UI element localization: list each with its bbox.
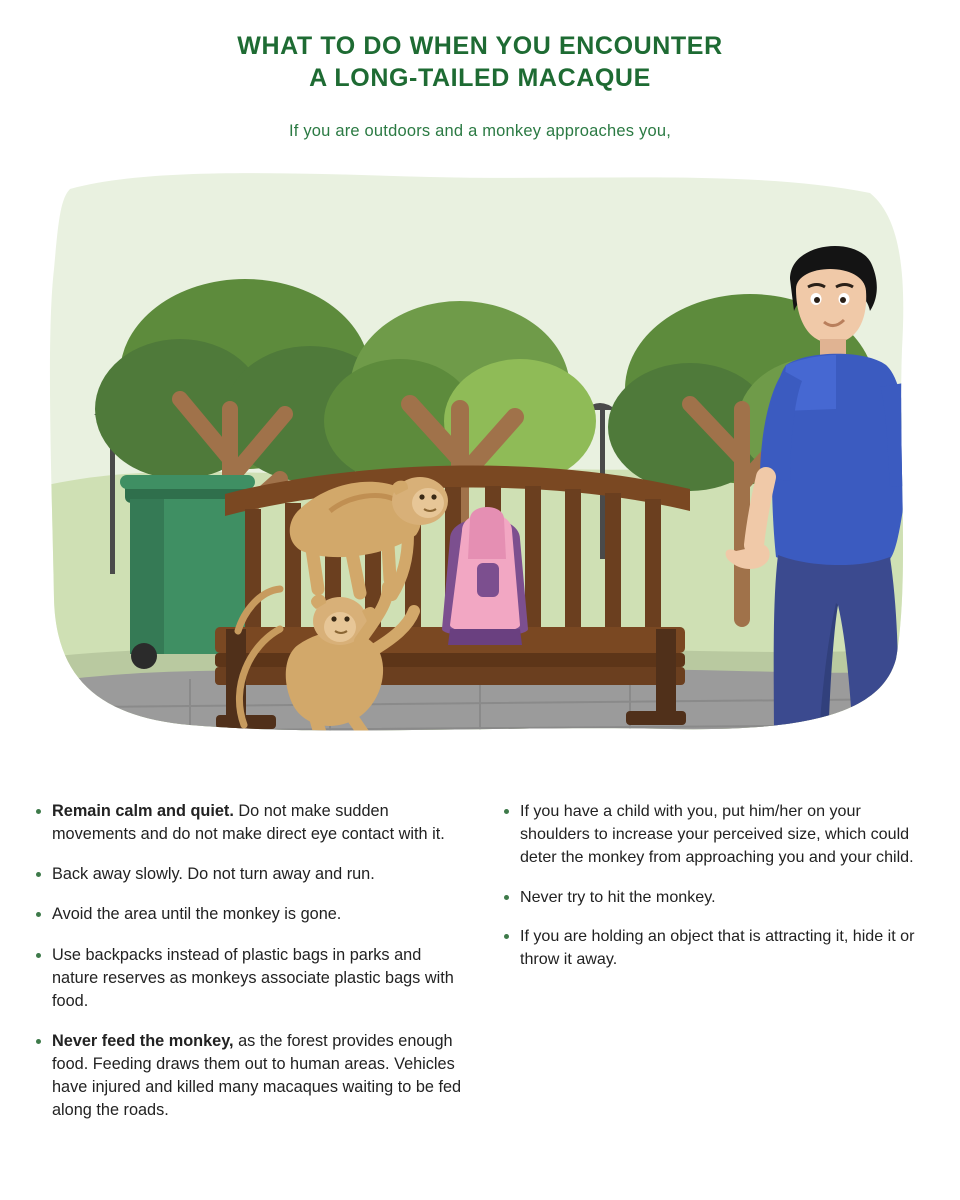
pink-backpack <box>442 507 528 645</box>
page-title <box>100 30 860 94</box>
tip-text: If you have a child with you, put him/her on your shoulders to increase your perceived size, which could deter the monkey from approaching you and your child. <box>519 802 914 866</box>
scene-body <box>30 159 930 759</box>
tips-section <box>0 800 960 1140</box>
tip-lead: Remain calm and quiet. <box>52 802 234 820</box>
tip-lead: Never feed the monkey, <box>52 1031 234 1050</box>
tip-list-left <box>36 800 466 1123</box>
header <box>0 0 960 141</box>
list-item <box>504 800 932 869</box>
park-scene-svg <box>30 159 930 759</box>
tip-text: Avoid the area until the monkey is gone. <box>52 905 342 924</box>
page-subtitle: If you are outdoors and a monkey approaches you, <box>288 122 671 140</box>
tip-text: If you are holding an object that is attracting it, hide it or throw it away. <box>519 927 915 969</box>
tip-text: Do not make sudden movements and do not make direct eye contact with it. <box>52 802 445 844</box>
page-title-line2: A LONG-TAILED MACAQUE <box>309 64 651 92</box>
tip-text: Use backpacks instead of plastic bags in parks and nature reserves as monkeys associate plastic bags with food. <box>52 945 454 1010</box>
list-item <box>36 1030 466 1123</box>
tip-text: Never try to hit the monkey. <box>519 887 716 906</box>
list-item <box>36 800 466 846</box>
page-title-line1: WHAT TO DO WHEN YOU ENCOUNTER <box>237 32 723 60</box>
list-item <box>36 944 466 1013</box>
tip-list-right <box>504 800 932 971</box>
list-item <box>36 903 466 926</box>
list-item <box>504 886 932 909</box>
illustration <box>30 159 930 759</box>
tips-column-right <box>494 800 932 1140</box>
list-item <box>504 925 932 971</box>
tip-text: as the forest provides enough food. Feeding draws them out to human areas. Vehicles have injured and killed many macaques waiting to be fed along the roads. <box>52 1031 462 1120</box>
tip-text: Back away slowly. Do not turn away and run. <box>52 865 375 884</box>
list-item <box>36 863 466 886</box>
tips-column-left <box>28 800 466 1140</box>
